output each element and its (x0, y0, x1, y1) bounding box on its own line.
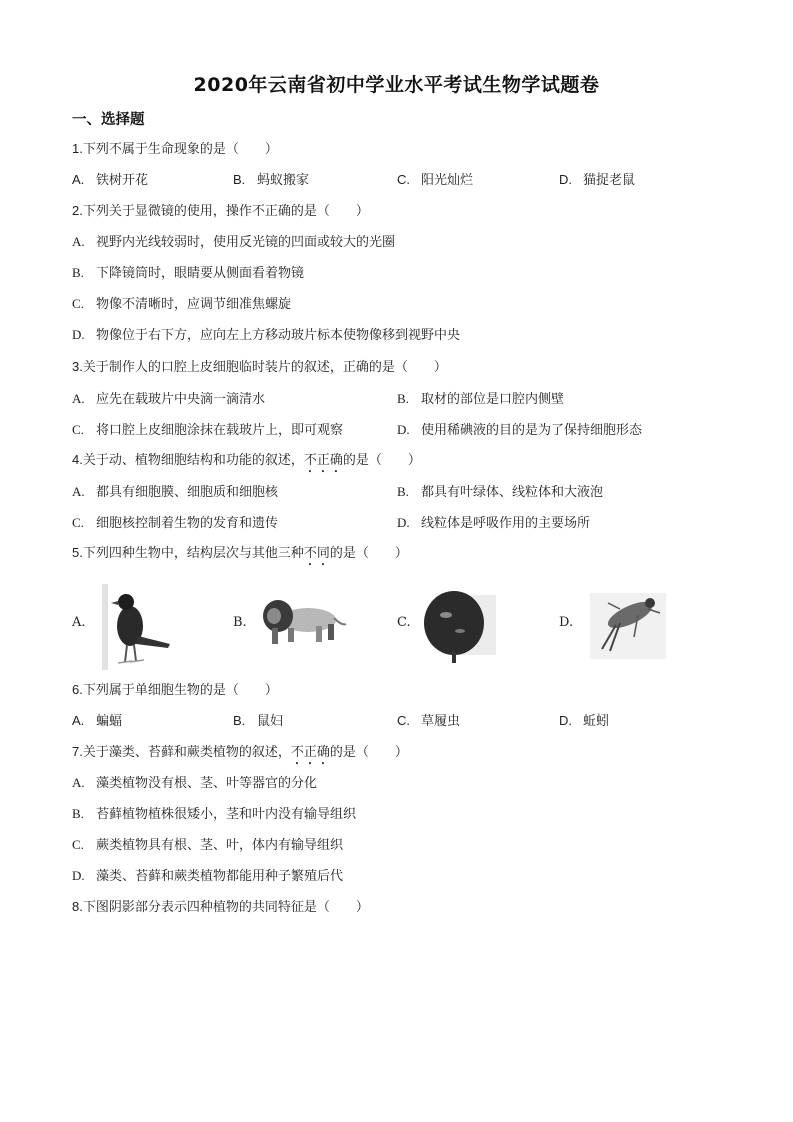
emphasis-text: 不同 (303, 546, 330, 561)
bird-image (100, 582, 180, 672)
question-2-stem: 2.下列关于显微镜的使用，操作不正确的是（ ） (72, 203, 369, 219)
tree-image (418, 585, 498, 667)
question-3-option-b: B. 取材的部位是口腔内侧壁 (397, 391, 565, 407)
question-1-option-b: B. 蚂蚁搬家 (233, 172, 310, 188)
question-3-option-d: D. 使用稀碘液的目的是为了保持细胞形态 (397, 422, 643, 438)
question-8-stem: 8.下图阴影部分表示四种植物的共同特征是（ ） (72, 899, 369, 915)
question-6-option-a: A. 蝙蝠 (72, 713, 123, 729)
question-4-option-c: C. 细胞核控制着生物的发育和遗传 (72, 515, 279, 531)
question-7-option-b: B. 苔藓植物植株很矮小，茎和叶内没有输导组织 (72, 806, 357, 822)
question-5-option-b-label: B. (233, 615, 247, 630)
question-4-stem: 4.关于动、植物细胞结构和功能的叙述，不正确的是（ ） (72, 452, 421, 468)
question-6-option-c: C. 草履虫 (397, 713, 461, 729)
question-5-option-c-label: C. (397, 615, 411, 630)
question-7-stem: 7.关于藻类、苔藓和蕨类植物的叙述，不正确的是（ ） (72, 744, 408, 760)
page-title: 2020年云南省初中学业水平考试生物学试题卷 (193, 74, 600, 96)
emphasis-text: 不正确 (290, 745, 330, 760)
question-4-option-a: A. 都具有细胞膜、细胞质和细胞核 (72, 484, 279, 500)
question-4-option-b: B. 都具有叶绿体、线粒体和大液泡 (397, 484, 604, 500)
section-heading: 一、选择题 (72, 112, 145, 128)
question-2-option-c: C. 物像不清晰时，应调节细准焦螺旋 (72, 296, 292, 312)
question-7-option-d: D. 藻类、苔藓和蕨类植物都能用种子繁殖后代 (72, 868, 344, 884)
question-7-option-c: C. 蕨类植物具有根、茎、叶，体内有输导组织 (72, 837, 344, 853)
question-1-option-d: D. 猫捉老鼠 (559, 172, 636, 188)
question-5-option-a-label: A. (72, 615, 86, 630)
question-2-option-d: D. 物像位于右下方，应向左上方移动玻片标本使物像移到视野中央 (72, 327, 461, 343)
question-6-stem: 6.下列属于单细胞生物的是（ ） (72, 682, 278, 698)
question-1-stem: 1.下列不属于生命现象的是（ ） (72, 141, 278, 157)
question-2-option-b: B. 下降镜筒时，眼睛要从侧面看着物镜 (72, 265, 305, 281)
question-5-stem: 5.下列四种生物中，结构层次与其他三种不同的是（ ） (72, 545, 408, 561)
question-6-option-d: D. 蚯蚓 (559, 713, 610, 729)
question-2-option-a: A. 视野内光线较弱时，使用反光镜的凹面或较大的光圈 (72, 234, 396, 250)
grasshopper-image (580, 585, 670, 665)
question-3-option-c: C. 将口腔上皮细胞涂抹在载玻片上，即可观察 (72, 422, 344, 438)
question-3-stem: 3.关于制作人的口腔上皮细胞临时装片的叙述，正确的是（ ） (72, 359, 447, 375)
question-1-option-a: A. 铁树开花 (72, 172, 149, 188)
question-3-option-a: A. 应先在载玻片中央滴一滴清水 (72, 391, 266, 407)
question-6-option-b: B. 鼠妇 (233, 713, 284, 729)
question-7-option-a: A. 藻类植物没有根、茎、叶等器官的分化 (72, 775, 318, 791)
emphasis-text: 不正确 (303, 453, 343, 468)
lion-image (258, 590, 348, 660)
question-5-option-d-label: D. (559, 615, 574, 630)
question-4-option-d: D. 线粒体是呼吸作用的主要场所 (397, 515, 591, 531)
question-1-option-c: C. 阳光灿烂 (397, 172, 474, 188)
